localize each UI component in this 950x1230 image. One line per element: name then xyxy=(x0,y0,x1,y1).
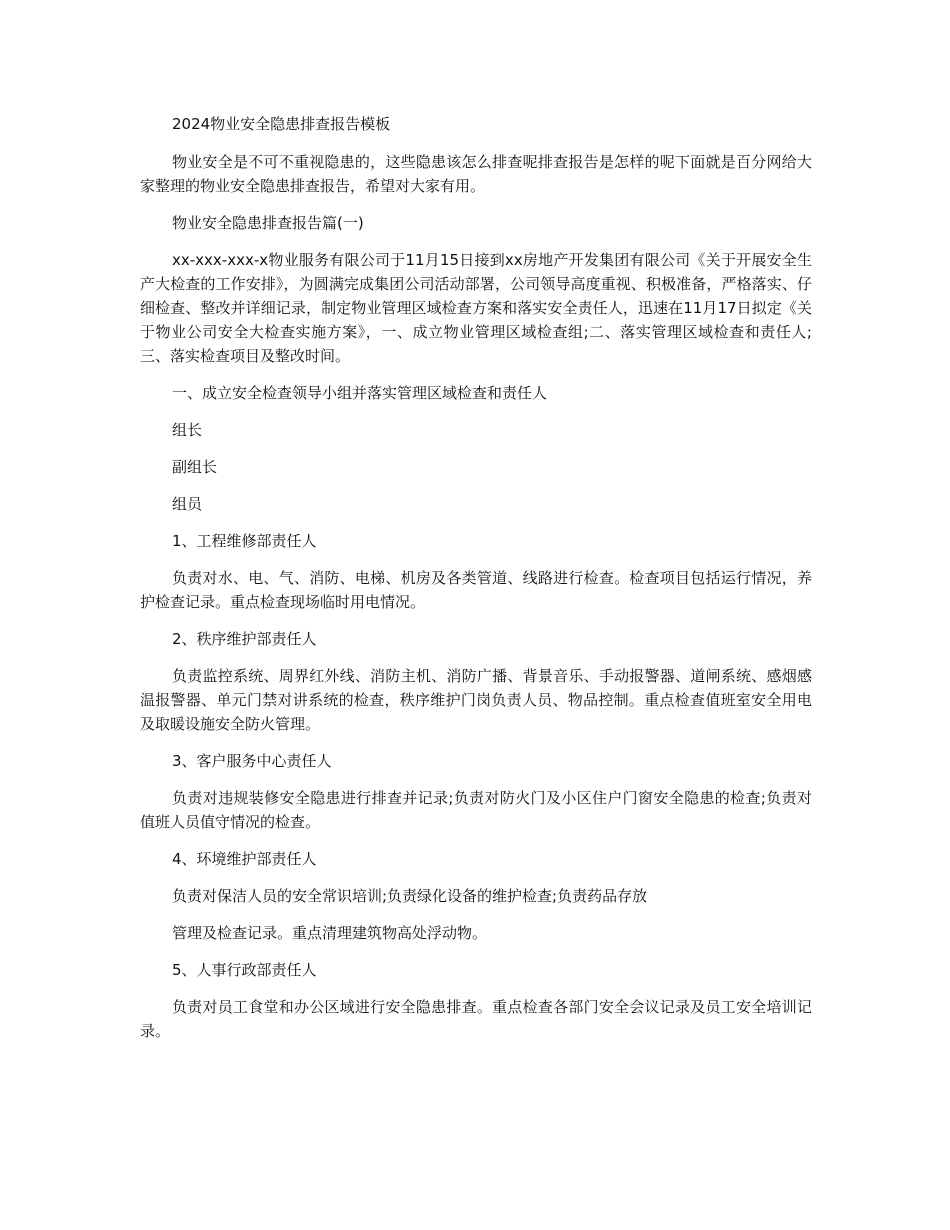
item-heading-customer-service: 3、客户服务中心责任人 xyxy=(172,752,332,770)
item-heading-order-maintenance: 2、秩序维护部责任人 xyxy=(172,630,317,648)
item-heading-hr-admin: 5、人事行政部责任人 xyxy=(172,961,317,979)
item-heading-environment: 4、环境维护部责任人 xyxy=(172,850,317,868)
item-body-environment: 负责对保洁人员的安全常识培训;负责绿化设备的维护检查;负责药品存放 xyxy=(172,887,648,905)
intro-paragraph: 物业安全是不可不重视隐患的，这些隐患该怎么排查呢排查报告是怎样的呢下面就是百分网给大家整理的物业安全隐患排查报告，希望对大家有用。 xyxy=(140,153,812,195)
document-title: 2024物业安全隐患排查报告模板 xyxy=(172,115,391,133)
role-members: 组员 xyxy=(172,495,203,513)
item-body-environment-continued: 管理及检查记录。重点清理建筑物高处浮动物。 xyxy=(172,924,488,942)
item-heading-engineering: 1、工程维修部责任人 xyxy=(172,532,317,550)
item-body-customer-service: 负责对违规装修安全隐患进行排查并记录;负责对防火门及小区住户门窗安全隐患的检查;负责对值班人员值守情况的检查。 xyxy=(140,789,812,831)
role-deputy-leader: 副组长 xyxy=(172,458,218,476)
section-heading-inspection-group: 一、成立安全检查领导小组并落实管理区域检查和责任人 xyxy=(172,384,548,402)
background-paragraph: xx-xxx-xxx-x物业服务有限公司于11月15日接到xx房地产开发集团有限公司《关于开展安全生产大检查的工作安排》，为圆满完成集团公司活动部署，公司领导高度重视、积极准备，严格落实、仔细检查、整改并详细记录，制定物业管理区域检查方案和落实安全责任人，迅速在11月17日拟定《关于物业公司安全大检查实施方案》，一、成立物业管理区域检查组;二、落实管理区域检查和责任人;三、落实检查项目及整改时间。 xyxy=(140,251,812,365)
item-body-order-maintenance: 负责监控系统、周界红外线、消防主机、消防广播、背景音乐、手动报警器、道闸系统、感烟感温报警器、单元门禁对讲系统的检查，秩序维护门岗负责人员、物品控制。重点检查值班室安全用电及取暖设施安全防火管理。 xyxy=(140,667,812,733)
section-heading-part-one: 物业安全隐患排查报告篇(一) xyxy=(172,214,364,232)
item-body-hr-admin: 负责对员工食堂和办公区域进行安全隐患排查。重点检查各部门安全会议记录及员工安全培训记录。 xyxy=(140,998,812,1040)
role-group-leader: 组长 xyxy=(172,421,203,439)
item-body-engineering: 负责对水、电、气、消防、电梯、机房及各类管道、线路进行检查。检查项目包括运行情况，养护检查记录。重点检查现场临时用电情况。 xyxy=(140,569,812,611)
document-body xyxy=(140,112,812,1056)
